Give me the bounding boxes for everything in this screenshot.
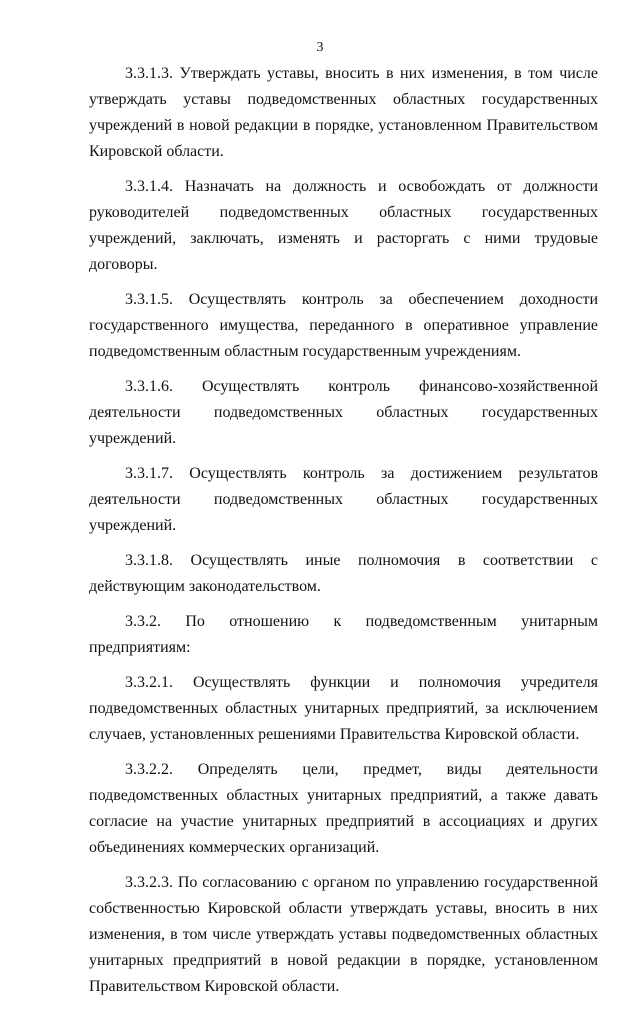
- page-number: 3: [316, 40, 324, 55]
- paragraph-3-3-1-6: 3.3.1.6. Осуществлять контроль финансово-хозяйственной деятельности подведомственных областных государственных учреждений.: [89, 378, 598, 447]
- paragraph-3-3-1-5: 3.3.1.5. Осуществлять контроль за обеспечением доходности государственного имущества, переданного в оперативное управление подведомственным областным государственным учреждениям.: [89, 291, 598, 360]
- paragraph-3-3-2: 3.3.2. По отношению к подведомственным унитарным предприятиям:: [89, 613, 598, 656]
- paragraph-3-3-1-4: 3.3.1.4. Назначать на должность и освобождать от должности руководителей подведомственных областных государственных учреждений, заключать, изменять и расторгать с ними трудовые договоры.: [89, 178, 598, 273]
- paragraph-3-3-2-1: 3.3.2.1. Осуществлять функции и полномочия учредителя подведомственных областных унитарных предприятий, за исключением случаев, установленных решениями Правительства Кировской области.: [89, 674, 598, 743]
- paragraph-3-3-1-7: 3.3.1.7. Осуществлять контроль за достижением результатов деятельности подведомственных областных государственных учреждений.: [89, 465, 598, 534]
- document-body: [89, 61, 598, 1009]
- paragraph-3-3-1-3: 3.3.1.3. Утверждать уставы, вносить в них изменения, в том числе утверждать уставы подведомственных областных государственных учреждений в новой редакции в порядке, установленном Правительством Кировской области.: [89, 65, 598, 160]
- paragraph-3-3-2-2: 3.3.2.2. Определять цели, предмет, виды деятельности подведомственных областных унитарных предприятий, а также давать согласие на участие унитарных предприятий в ассоциациях и других объединениях коммерческих организаций.: [89, 761, 598, 856]
- paragraph-3-3-1-8: 3.3.1.8. Осуществлять иные полномочия в соответствии с действующим законодательством.: [89, 552, 598, 595]
- paragraph-3-3-2-3: 3.3.2.3. По согласованию с органом по управлению государственной собственностью Кировской области утверждать уставы, вносить в них изменения, в том числе утверждать уставы подведомственных областных унитарных предприятий в новой редакции в порядке, установленном Правительством Кировской области.: [89, 874, 598, 995]
